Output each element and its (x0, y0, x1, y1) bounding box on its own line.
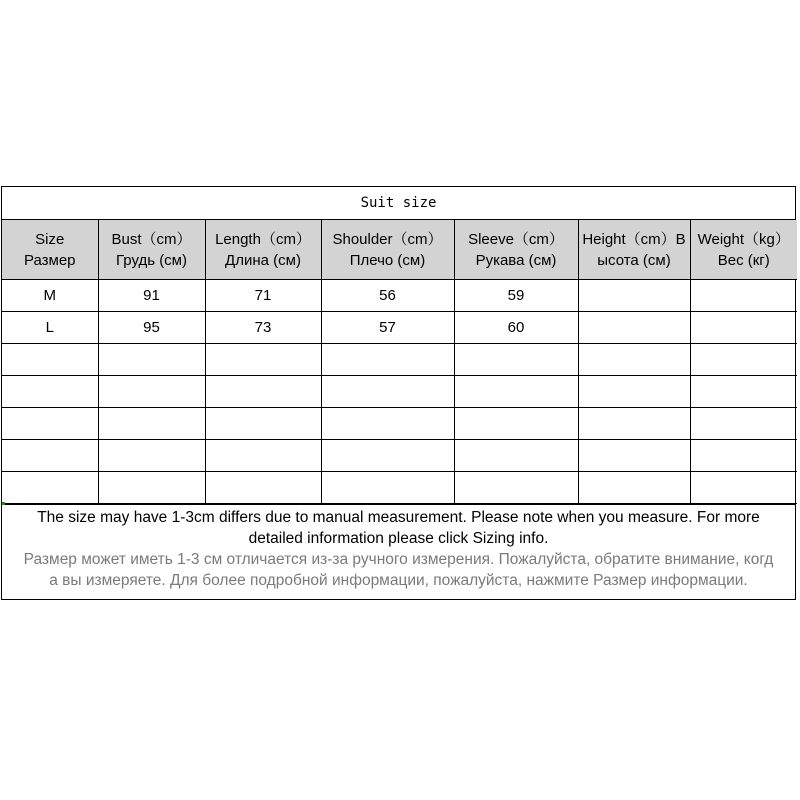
header-cell-bust (98, 220, 205, 280)
table-cell (690, 376, 797, 408)
table-cell (690, 280, 797, 312)
table-cell (454, 408, 578, 440)
table-cell (454, 440, 578, 472)
table-row (2, 472, 797, 504)
table-row (2, 280, 797, 312)
header-cell-height (578, 220, 690, 280)
header-cell-shoulder (321, 220, 454, 280)
table-cell (578, 408, 690, 440)
table-cell (2, 344, 98, 376)
header-label-ru: Грудь (см) (116, 251, 187, 269)
table-cell (2, 408, 98, 440)
table-cell (321, 344, 454, 376)
table-cell (578, 344, 690, 376)
table-cell (321, 440, 454, 472)
header-label-en: Height（cm）В (582, 230, 686, 248)
table-cell: 56 (321, 280, 454, 312)
note-english-line: detailed information please click Sizing info. (248, 530, 549, 547)
table-cell (578, 376, 690, 408)
table-cell (578, 440, 690, 472)
table-cell: 73 (205, 312, 321, 344)
table-cell (690, 312, 797, 344)
cell-corner-mark (2, 502, 5, 505)
table-cell (2, 440, 98, 472)
table-cell (205, 344, 321, 376)
table-header-row (2, 220, 797, 280)
header-label-ru: Плечо (см) (349, 251, 426, 269)
table-cell (454, 376, 578, 408)
header-label-en: Length（cm） (215, 230, 311, 248)
table-cell (205, 472, 321, 504)
header-label-en: Size (35, 230, 65, 248)
table-row (2, 440, 797, 472)
size-chart (1, 186, 796, 600)
header-label-en: Bust（cm） (111, 230, 192, 248)
header-cell-size (2, 220, 98, 280)
table-cell: 71 (205, 280, 321, 312)
note-english-line: The size may have 1-3cm differs due to manual measurement. Please note when you measure. For more (37, 509, 760, 526)
table-cell (98, 344, 205, 376)
table-cell (690, 344, 797, 376)
table-cell: 95 (98, 312, 205, 344)
table-cell (98, 408, 205, 440)
size-table (2, 220, 797, 504)
table-row (2, 376, 797, 408)
table-cell (578, 312, 690, 344)
table-cell (578, 280, 690, 312)
table-cell (205, 408, 321, 440)
header-label-en: Weight（kg） (697, 230, 790, 248)
table-cell (690, 408, 797, 440)
header-label-ru: Вес (кг) (717, 251, 770, 269)
table-cell: M (2, 280, 98, 312)
table-cell (205, 440, 321, 472)
table-cell (98, 472, 205, 504)
header-label-ru: Размер (23, 251, 76, 269)
table-row (2, 312, 797, 344)
table-cell: 59 (454, 280, 578, 312)
table-row (2, 344, 797, 376)
table-cell (321, 376, 454, 408)
table-body (2, 280, 797, 504)
size-note (2, 504, 795, 591)
header-label-ru: Длина (см) (225, 251, 301, 269)
table-cell (321, 408, 454, 440)
table-cell (690, 440, 797, 472)
table-cell (454, 344, 578, 376)
table-cell (2, 472, 98, 504)
header-label-ru: ысота (см) (597, 251, 671, 269)
note-russian-line: Размер может иметь 1-3 см отличается из-за ручного измерения. Пожалуйста, обратите внимание, когд (23, 551, 774, 568)
table-cell (454, 472, 578, 504)
header-cell-sleeve (454, 220, 578, 280)
table-cell (205, 376, 321, 408)
header-label-en: Sleeve（cm） (468, 230, 564, 248)
table-cell: 57 (321, 312, 454, 344)
table-row (2, 408, 797, 440)
header-label-en: Shoulder（cm） (332, 230, 443, 248)
header-cell-weight (690, 220, 797, 280)
header-label-ru: Рукава (см) (475, 251, 557, 269)
table-cell (578, 472, 690, 504)
table-cell: L (2, 312, 98, 344)
table-cell (690, 472, 797, 504)
table-cell: 60 (454, 312, 578, 344)
header-cell-length (205, 220, 321, 280)
table-cell (98, 376, 205, 408)
table-cell (2, 376, 98, 408)
table-cell: 91 (98, 280, 205, 312)
table-cell (321, 472, 454, 504)
note-russian-line: а вы измеряете. Для более подробной информации, пожалуйста, нажмите Размер информации. (49, 572, 748, 589)
table-cell (98, 440, 205, 472)
chart-title: Suit size (2, 187, 795, 220)
